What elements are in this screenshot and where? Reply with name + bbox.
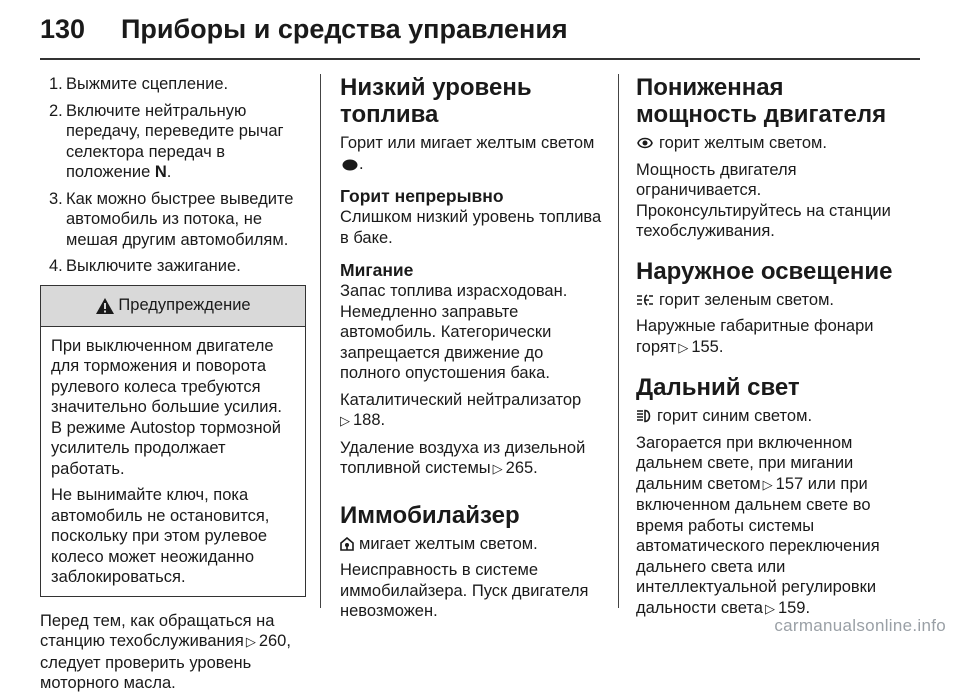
exterior-text: Наружные габаритные фонари горят ▷ 155. (636, 316, 906, 358)
list-item: 4. Выключите зажигание. (49, 257, 241, 275)
blink-heading: Мигание (340, 260, 414, 280)
warning-triangle-icon (95, 297, 115, 315)
fuel-intro: Горит или мигает желтым светом . (340, 134, 595, 173)
watermark: carmanualsonline.info (774, 616, 946, 635)
high-beam-text: Загорается при включенном дальнем свете, при мигании дальним светом ▷ 157 или при включенном дальнем свете во время работы системы автоматического переключения дальнего света или интеллектуальной регулировки дальности света ▷ 159. (636, 433, 906, 620)
warning-title: Предупреждение (118, 296, 251, 315)
warning-body (41, 327, 305, 596)
exterior-lamp: горит зеленым светом. (636, 290, 906, 311)
column-middle (340, 74, 608, 628)
catalyst-ref: Каталитический нейтрализатор ▷ 188. (340, 390, 608, 432)
exterior-light-icon (636, 293, 654, 307)
list-item: 1. Выжмите сцепление. (49, 75, 229, 93)
blink-text: Запас топлива израсходован. Немедленно заправьте автомобиль. Категорически запрещается движение до полного опустошения бака. (340, 282, 568, 382)
header-divider (40, 58, 920, 60)
immobilizer-heading: Иммобилайзер (340, 501, 520, 529)
steps-list (40, 74, 306, 277)
reference-arrow-icon: ▷ (762, 476, 773, 492)
reference-arrow-icon: ▷ (492, 461, 503, 476)
steady-text: Слишком низкий уровень топлива в баке. (340, 208, 602, 247)
reference-arrow-icon: ▷ (245, 634, 256, 649)
page-title: Приборы и средства управления (121, 14, 568, 44)
high-beam-lamp: горит синим светом. (636, 406, 906, 427)
column-right (636, 74, 906, 625)
warning-box (40, 285, 306, 597)
column-divider-2 (618, 74, 619, 608)
list-item: 3. Как можно быстрее выведите автомобиль из потока, не мешая другим автомобилям. (49, 189, 294, 249)
column-divider-1 (320, 74, 321, 608)
immobilizer-text: Неисправность в системе иммобилайзера. Пуск двигателя невозможен. (340, 561, 589, 620)
diesel-ref: Удаление воздуха из дизельной топливной системы ▷ 265. (340, 438, 608, 480)
power-heading: Пониженная мощность двигателя (636, 74, 887, 128)
warning-paragraph: Не вынимайте ключ, пока автомобиль не остановится, поскольку при этом рулевое колесо может неожиданно заблокироваться. (51, 486, 270, 586)
check-oil-paragraph: Перед тем, как обращаться на станцию техобслуживания ▷ 260, следует проверить уровень моторного масла. (40, 611, 291, 692)
reference-arrow-icon: ▷ (764, 600, 775, 616)
exterior-heading: Наружное освещение (636, 257, 893, 285)
high-beam-icon (636, 409, 652, 423)
power-text: Мощность двигателя ограничивается. Проконсультируйтесь на станции техобслуживания. (636, 160, 891, 240)
warning-header (41, 286, 305, 327)
steady-heading: Горит непрерывно (340, 186, 504, 206)
reference-arrow-icon: ▷ (340, 413, 350, 428)
immobilizer-icon (340, 537, 354, 551)
column-left (40, 74, 306, 700)
power-lamp: горит желтым светом. (636, 133, 906, 154)
reduced-power-icon (636, 136, 654, 150)
warning-paragraph: При выключенном двигателе для торможения и поворота рулевого колеса требуются значительно большие усилия. В режиме Autostop тормозной усилитель продолжает работать. (51, 336, 282, 478)
list-item: 2. Включите нейтральную передачу, переведите рычаг селектора передач в положение N. (49, 101, 284, 181)
reference-arrow-icon: ▷ (678, 339, 689, 355)
immobilizer-lamp: мигает желтым светом. (340, 534, 608, 555)
page-header (0, 0, 960, 58)
fuel-lamp-icon (342, 159, 358, 171)
page-number: 130 (40, 14, 86, 44)
high-beam-heading: Дальний свет (636, 374, 800, 401)
fuel-heading: Низкий уровень топлива (340, 74, 532, 128)
